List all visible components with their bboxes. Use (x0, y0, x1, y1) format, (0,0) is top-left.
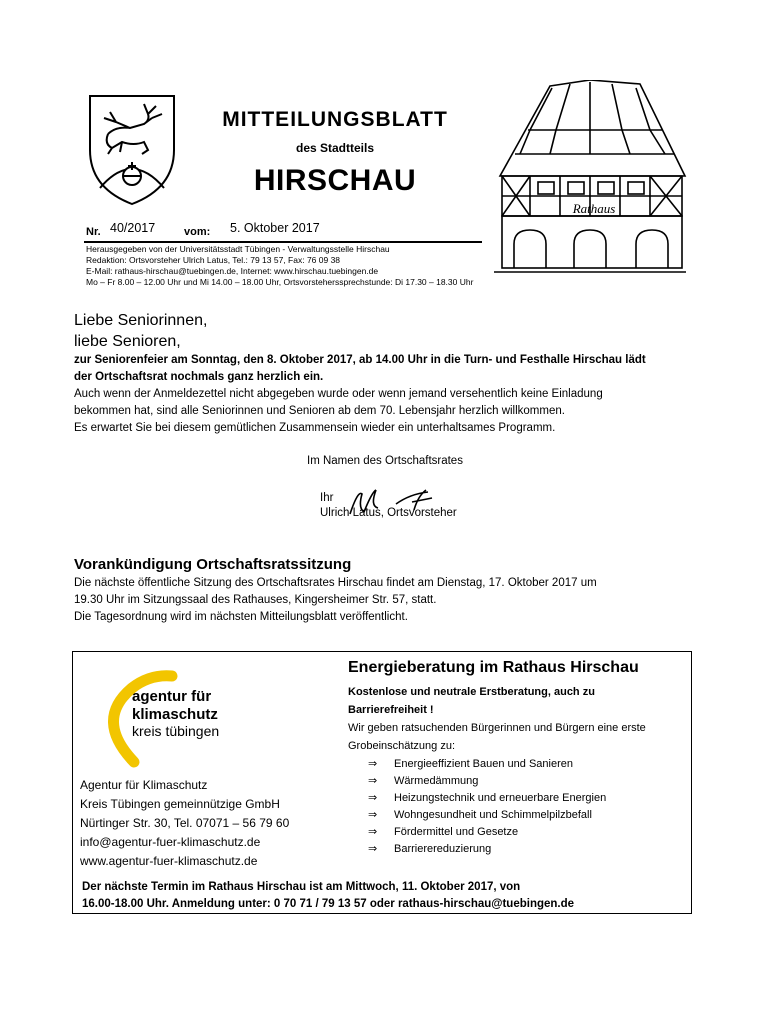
arrow-right-icon: ⇒ (368, 826, 378, 838)
body-line: Es erwartet Sie bei diesem gemütlichen Zusammensein wieder ein unterhaltsames Programm. (74, 422, 556, 434)
energy-intro (348, 719, 693, 755)
publisher-line: Herausgegeben von der Universitätsstadt Tübingen - Verwaltungsstelle Hirschau (86, 244, 390, 254)
intro-line: Wir geben ratsuchenden Bürgerinnen und Bürgern eine erste (348, 722, 646, 734)
publisher-line: Redaktion: Ortsvorsteher Ulrich Latus, Tel.: 79 13 57, Fax: 76 09 38 (86, 255, 341, 265)
on-behalf-text: Im Namen des Ortschaftsrates (307, 455, 463, 467)
coat-of-arms-icon (86, 92, 178, 207)
publisher-line: E-Mail: rathaus-hirschau@tuebingen.de, Internet: www.hirschau.tuebingen.de (86, 266, 379, 276)
agency-email[interactable]: info@agentur-fuer-klimaschutz.de (80, 835, 261, 849)
signatory-name: Ulrich Latus, Ortsvorsteher (320, 507, 457, 519)
logo-line: klimaschutz (132, 706, 218, 723)
senior-body (74, 386, 714, 437)
agency-line: Kreis Tübingen gemeinnützige GmbH (80, 797, 280, 811)
next-appointment-note (82, 879, 682, 913)
body-line: Die nächste öffentliche Sitzung des Ortschaftsrates Hirschau findet am Dienstag, 17. Oktober 2017 um (74, 577, 597, 589)
list-item: ⇒ Barrierereduzierung (368, 841, 698, 858)
arrow-right-icon: ⇒ (368, 775, 378, 787)
arrow-right-icon: ⇒ (368, 758, 378, 770)
body-line: bekommen hat, sind alle Seniorinnen und Senioren ab dem 70. Lebensjahr herzlich willkommen. (74, 405, 565, 417)
list-item: ⇒ Heizungstechnik und erneuerbare Energien (368, 790, 698, 807)
masthead-divider (84, 241, 482, 243)
intro-line: Grobeinschätzung zu: (348, 740, 456, 752)
senior-invitation (74, 352, 704, 386)
body-line: Auch wenn der Anmeldezettel nicht abgegeben wurde oder wenn jemand versehentlich keine Einladung (74, 388, 603, 400)
district-name: HIRSCHAU (253, 164, 417, 197)
note-line: 16.00-18.00 Uhr. Anmeldung unter: 0 70 71 / 79 13 57 oder rathaus-hirschau@tuebingen.de (82, 898, 575, 910)
logo-line: kreis tübingen (132, 723, 220, 739)
newsletter-title: MITTEILUNGSBLATT (222, 108, 448, 131)
energy-title: Energieberatung im Rathaus Hirschau (348, 659, 639, 676)
newsletter-subtitle: des Stadtteils (295, 141, 375, 155)
issue-number: 40/2017 (110, 221, 156, 235)
town-hall-illustration (490, 80, 690, 275)
issue-date-label: vom: (184, 226, 211, 238)
publisher-info (86, 244, 486, 288)
agency-line: Nürtinger Str. 30, Tel. 07071 – 56 79 60 (80, 816, 290, 830)
publisher-line: Mo – Fr 8.00 – 12.00 Uhr und Mi 14.00 – 18.00 Uhr, Ortsvorsteherssprechstunde: Di 17.30 – 18.30 Uhr (86, 277, 474, 287)
council-heading: Vorankündigung Ortschaftsratssitzung (74, 556, 352, 573)
arrow-right-icon: ⇒ (368, 792, 378, 804)
council-body (74, 575, 714, 626)
arrow-right-icon: ⇒ (368, 809, 378, 821)
arrow-right-icon: ⇒ (368, 843, 378, 855)
body-line: Die Tagesordnung wird im nächsten Mitteilungsblatt veröffentlicht. (74, 611, 408, 623)
issue-number-label: Nr. (86, 226, 101, 238)
subtitle-line: Barrierefreiheit ! (348, 704, 434, 716)
agency-logo (92, 668, 262, 768)
town-hall-sign: Rathaus (572, 201, 616, 216)
energy-topic-list (368, 756, 698, 858)
body-line: 19.30 Uhr im Sitzungssaal des Rathauses, Kingersheimer Str. 57, statt. (74, 594, 437, 606)
invitation-line: der Ortschaftsrat nochmals ganz herzlich ein. (74, 371, 324, 383)
agency-contact (80, 776, 340, 871)
greeting-line: Liebe Seniorinnen, (74, 312, 208, 329)
energy-subtitle (348, 683, 668, 719)
subtitle-line: Kostenlose und neutrale Erstberatung, auch zu (348, 686, 595, 698)
invitation-line: zur Seniorenfeier am Sonntag, den 8. Oktober 2017, ab 14.00 Uhr in die Turn- und Festhalle Hirschau lädt (74, 354, 646, 366)
senior-greeting (74, 310, 207, 352)
issue-date: 5. Oktober 2017 (230, 221, 320, 235)
list-item: ⇒ Energieeffizient Bauen und Sanieren (368, 756, 698, 773)
logo-line: agentur für (132, 688, 212, 705)
list-item: ⇒ Fördermittel und Gesetze (368, 824, 698, 841)
signature-greeting: Ihr (320, 492, 334, 504)
list-item: ⇒ Wärmedämmung (368, 773, 698, 790)
agency-line: Agentur für Klimaschutz (80, 778, 208, 792)
list-item: ⇒ Wohngesundheit und Schimmelpilzbefall (368, 807, 698, 824)
greeting-line: liebe Senioren, (74, 333, 181, 350)
agency-website[interactable]: www.agentur-fuer-klimaschutz.de (80, 854, 258, 868)
note-line: Der nächste Termin im Rathaus Hirschau ist am Mittwoch, 11. Oktober 2017, von (82, 881, 521, 893)
